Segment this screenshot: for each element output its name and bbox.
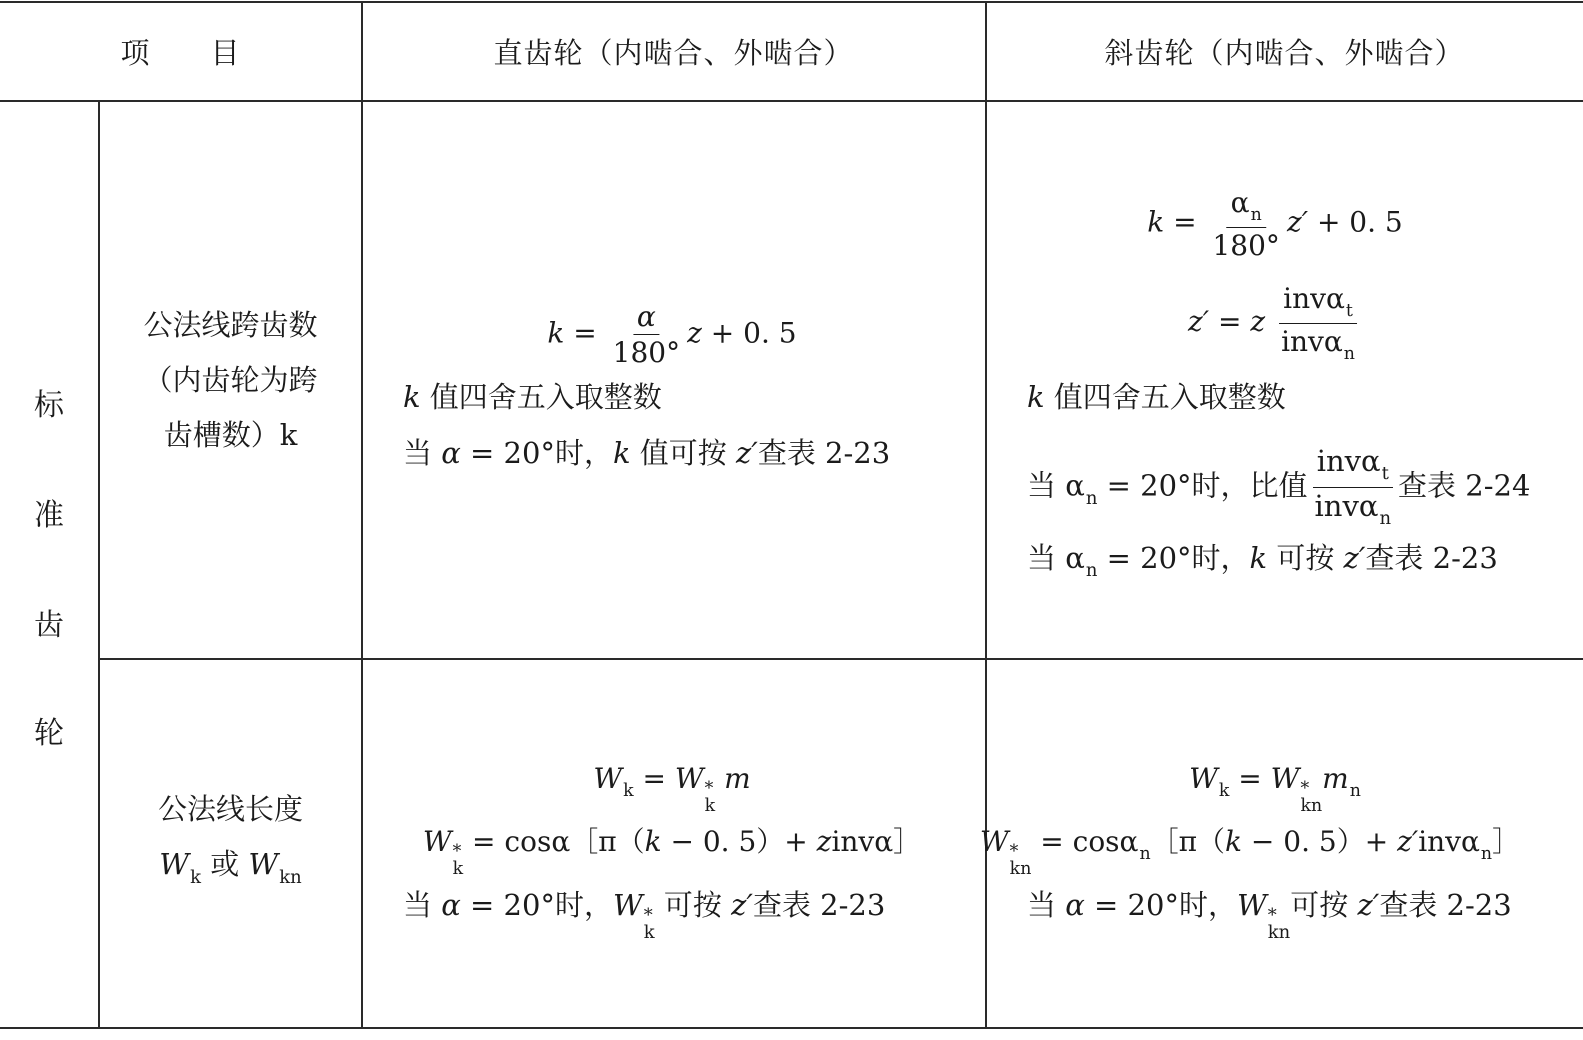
math-run: invα <box>1283 282 1345 315</box>
math-run: k <box>547 316 565 350</box>
math-run: m <box>1322 762 1349 795</box>
note-tangent-lookup-spur <box>403 888 886 944</box>
fraction <box>1208 186 1283 263</box>
sup-sub-pair <box>1010 844 1032 877</box>
subscript: k <box>623 780 634 801</box>
superscript: * <box>452 842 462 863</box>
subscript: kn <box>279 866 302 888</box>
formula-span-count-spur <box>547 302 796 368</box>
side-label-char: 准 <box>34 498 64 533</box>
math-run: z′ <box>1286 205 1309 239</box>
formula-unit-tangent-helical <box>979 825 1521 879</box>
note-rounding-helical <box>1027 380 1286 414</box>
header-helical <box>986 2 1583 100</box>
math-run: W <box>248 847 279 882</box>
note-lookup-spur <box>403 436 891 470</box>
header-item-label: 项 目 <box>120 35 241 70</box>
subscript: n <box>1250 204 1262 225</box>
formula-tangent-length-helical <box>1189 762 1361 816</box>
fraction <box>1277 284 1359 363</box>
fraction <box>609 302 684 368</box>
math-run: + 0. 5 <box>1308 205 1403 239</box>
math-run: z′ <box>1343 541 1366 575</box>
superscript: * <box>1009 842 1019 863</box>
subscript: k <box>643 922 655 944</box>
fraction-denominator <box>1311 488 1396 529</box>
math-run: α <box>1230 186 1250 219</box>
math-run: W <box>612 888 643 922</box>
math-run: 可按 <box>1267 541 1344 575</box>
subscript: n <box>1139 843 1151 864</box>
table-bottom-rule <box>0 1027 1583 1029</box>
formula-unit-tangent-spur <box>422 825 922 879</box>
math-run: W <box>422 825 452 858</box>
subscript: n <box>1480 843 1493 864</box>
math-run: W <box>1189 762 1218 795</box>
math-run: 值四舍五入取整数 <box>420 380 662 414</box>
math-run <box>1265 305 1274 338</box>
subscript: k <box>452 858 464 879</box>
math-run: z′ <box>1357 888 1380 922</box>
math-run: = 20°时， <box>1097 541 1250 575</box>
note-tangent-lookup-helical <box>1027 888 1512 944</box>
math-run: ［π（ <box>1150 825 1226 858</box>
math-run: z <box>1250 305 1266 339</box>
note-rounding-spur <box>403 380 662 414</box>
header-item <box>0 2 361 100</box>
col-divider-1 <box>361 1 363 1028</box>
math-run: k <box>403 380 421 414</box>
math-run: z′ <box>735 436 758 470</box>
subscript: t <box>1381 463 1389 485</box>
note-k-lookup-helical <box>1027 541 1498 582</box>
sup-sub-pair <box>1267 905 1291 944</box>
math-run <box>715 762 724 795</box>
math-run: 当 α <box>1027 541 1085 575</box>
math-run: k <box>1027 380 1045 414</box>
subscript: k <box>1218 780 1230 801</box>
math-run: z′ <box>731 888 753 922</box>
math-run: = <box>1209 305 1251 339</box>
label-line: （内齿轮为跨 <box>143 362 318 397</box>
math-run: invα <box>1281 325 1343 359</box>
math-run: 当 <box>403 436 442 470</box>
math-run: 值四舍五入取整数 <box>1044 380 1286 414</box>
subscript: n <box>1085 560 1098 582</box>
fraction-numerator <box>1227 188 1266 228</box>
math-run: + 0. 5 <box>701 316 797 350</box>
math-run: − 0. 5）+ <box>661 825 817 858</box>
row-label-text <box>143 298 317 463</box>
row-label-base-tangent <box>100 660 361 1027</box>
subscript: t <box>1345 300 1353 321</box>
math-run: 当 <box>403 888 442 922</box>
sup-sub-pair <box>453 844 464 877</box>
math-run: ］ <box>1492 825 1521 858</box>
superscript: * <box>1267 905 1277 927</box>
math-run: 180° <box>612 336 681 370</box>
row-label-text <box>158 782 303 904</box>
math-run: W <box>159 847 190 882</box>
math-run: 可按 <box>654 888 732 922</box>
math-run: 查表 2-24 <box>1398 468 1531 503</box>
math-run: W <box>674 762 704 795</box>
fraction-denominator <box>1277 324 1359 363</box>
math-run: α <box>441 888 461 922</box>
math-run: 查表 2-23 <box>1365 541 1498 575</box>
math-run: W <box>1270 762 1300 795</box>
math-run: = cosα <box>1031 825 1139 858</box>
math-run: 查表 2-23 <box>757 436 891 470</box>
fraction-denominator <box>1208 228 1283 263</box>
math-run: α <box>636 300 656 333</box>
math-run: k <box>644 825 662 858</box>
math-run: = cosα［π（ <box>463 825 645 858</box>
math-run: invα <box>1314 488 1379 523</box>
math-run: k <box>1225 825 1243 858</box>
math-run: k <box>1147 205 1165 239</box>
subscript: n <box>1343 343 1355 364</box>
fraction-denominator <box>609 335 684 370</box>
header-spur <box>362 2 985 100</box>
math-run: 查表 2-23 <box>1379 888 1512 922</box>
math-run: 180° <box>1212 229 1280 263</box>
subscript: n <box>1379 508 1392 530</box>
math-run: 或 <box>200 847 249 882</box>
subscript: kn <box>1300 795 1323 816</box>
superscript: * <box>704 779 714 800</box>
math-run: k <box>612 436 631 470</box>
math-run: invα <box>1316 444 1381 478</box>
sup-sub-pair <box>1300 781 1322 814</box>
subscript: n <box>1085 487 1098 509</box>
math-run: 值可按 <box>630 436 736 470</box>
fraction-numerator <box>1313 446 1393 488</box>
fraction-numerator <box>1279 284 1357 324</box>
math-run: W <box>979 825 1009 858</box>
math-run: = 20°时，比值 <box>1097 468 1308 503</box>
math-run: = 20°时， <box>460 436 613 470</box>
math-run: 当 α <box>1027 468 1085 503</box>
math-run: 可按 <box>1290 888 1358 922</box>
math-run: z <box>816 825 832 858</box>
math-run: = <box>1229 762 1271 795</box>
side-label-char: 标 <box>34 388 64 423</box>
math-run: invα <box>1418 825 1480 858</box>
subscript: k <box>704 795 716 816</box>
side-label-char: 轮 <box>34 716 64 751</box>
math-run: m <box>724 762 751 795</box>
label-line: 齿槽数）k <box>163 417 298 452</box>
math-run: k <box>1249 541 1268 575</box>
header-helical-label: 斜齿轮（内啮合、外啮合） <box>1104 35 1465 70</box>
math-run: α <box>441 436 461 470</box>
math-run: W <box>593 762 623 795</box>
math-run: z′ <box>1397 825 1419 858</box>
subscript: kn <box>1009 858 1032 879</box>
math-run: = 20°时， <box>1084 888 1237 922</box>
subscript: n <box>1349 780 1361 801</box>
label-line <box>158 837 303 904</box>
math-run: z′ <box>1188 305 1210 339</box>
math-run: 当 <box>1027 888 1066 922</box>
formula-tangent-length-spur <box>593 762 751 816</box>
math-run: = <box>633 762 675 795</box>
sup-sub-pair <box>705 781 716 814</box>
superscript: * <box>1300 779 1310 800</box>
math-run: z <box>687 316 702 350</box>
subscript: kn <box>1267 922 1291 944</box>
formula-virtual-teeth <box>1188 284 1362 363</box>
math-run: 查表 2-23 <box>752 888 886 922</box>
math-run: = <box>1164 205 1206 239</box>
fraction <box>1311 446 1396 529</box>
math-run: = <box>564 316 606 350</box>
sup-sub-pair <box>643 905 655 944</box>
math-run: α <box>1065 888 1085 922</box>
math-run: invα］ <box>831 825 922 858</box>
math-run: − 0. 5）+ <box>1242 825 1398 858</box>
superscript: * <box>643 905 653 927</box>
fraction-numerator <box>633 302 660 335</box>
row-label-span-count <box>100 102 361 658</box>
label-line: 公法线跨齿数 <box>143 307 318 342</box>
math-run: = 20°时， <box>460 888 613 922</box>
note-ratio-lookup-helical <box>1027 446 1530 529</box>
header-spur-label: 直齿轮（内啮合、外啮合） <box>493 35 854 70</box>
label-line: 公法线长度 <box>157 792 303 827</box>
math-run: W <box>1236 888 1267 922</box>
side-label-char: 齿 <box>34 608 64 643</box>
formula-span-count-helical <box>1147 186 1403 263</box>
subscript: k <box>190 866 201 888</box>
